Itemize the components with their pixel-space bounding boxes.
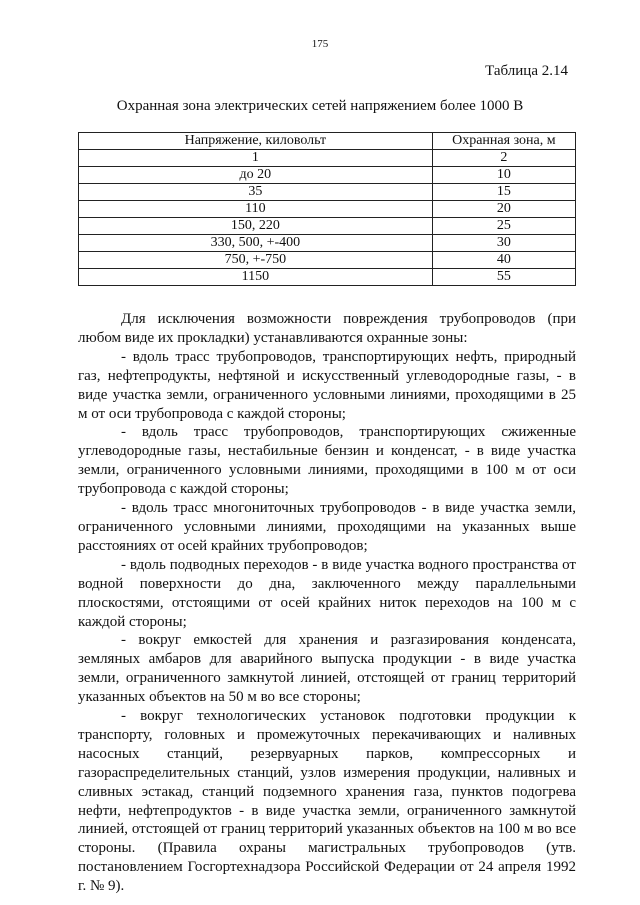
- table-label: Таблица 2.14: [485, 63, 568, 79]
- cell-voltage: 1150: [79, 269, 433, 286]
- table-row: [79, 167, 576, 184]
- paragraph-liquefied-gas-pipelines: - вдоль трасс трубопроводов, транспортирующих сжиженные углеводородные газы, нестабильные бензин и конденсат, - в виде участка земли, ограниченного условными линиями, проходящими в 100 м от оси трубопровода с каждой стороны;: [78, 424, 576, 498]
- cell-voltage: 110: [79, 201, 433, 218]
- cell-zone: 55: [432, 269, 575, 286]
- table-header-row: [79, 133, 576, 150]
- table-row: [79, 235, 576, 252]
- protection-zone-table: [78, 132, 576, 286]
- table-row: [79, 269, 576, 286]
- body-text: [78, 310, 576, 896]
- table-row: [79, 184, 576, 201]
- cell-zone: 40: [432, 252, 575, 269]
- cell-zone: 2: [432, 150, 575, 167]
- page-number: 175: [311, 38, 329, 50]
- paragraph-technological-installations: - вокруг технологических установок подготовки продукции к транспорту, головных и промежуточных перекачивающих и наливных насосных станций, резервуарных парков, компрессорных и газораспределительных станций, узлов измерения продукции, наливных и сливных эстакад, станций подземного хранения газа, пунктов подогрева нефти, нефтепродуктов - в виде участка земли, ограниченного замкнутой линией, отстоящей от границ территорий указанных объектов на 100 м во все стороны. (Правила охраны магистральных трубопроводов (утв. постановлением Госгортехнадзора Российской Федерации от 24 апреля 1992 г. № 9).: [78, 708, 576, 895]
- table-row: [79, 218, 576, 235]
- cell-voltage: 750, +-750: [79, 252, 433, 269]
- paragraph-oil-gas-pipelines: - вдоль трасс трубопроводов, транспортирующих нефть, природный газ, нефтепродукты, нефтяной и искусственный углеводородные газы, - в виде участка земли, ограниченного условными линиями, проходящими в 25 м от оси трубопровода с каждой стороны;: [78, 348, 576, 422]
- paragraph-underwater-crossings: - вдоль подводных переходов - в виде участка водного пространства от водной поверхности до дна, заключенного между параллельными плоскостями, отстоящими от осей крайних ниток переходов на 100 м с каждой стороны;: [78, 556, 576, 630]
- cell-zone: 20: [432, 201, 575, 218]
- cell-voltage: 1: [79, 150, 433, 167]
- header-voltage: Напряжение, киловольт: [79, 133, 433, 150]
- cell-zone: 25: [432, 218, 575, 235]
- table-row: [79, 252, 576, 269]
- cell-zone: 15: [432, 184, 575, 201]
- cell-voltage: 330, 500, +-400: [79, 235, 433, 252]
- paragraph-multiline-pipelines: - вдоль трасс многониточных трубопроводов - в виде участка земли, ограниченного условными линиями, проходящими на указанных выше расстояниях от осей крайних трубопроводов;: [78, 500, 576, 554]
- paragraph-condensate-tanks: - вокруг емкостей для хранения и разгазирования конденсата, земляных амбаров для аварийного выпуска продукции - в виде участка земли, ограниченного замкнутой линией, отстоящей от границ территорий указанных объектов на 50 м во все стороны;: [78, 632, 576, 706]
- cell-voltage: 150, 220: [79, 218, 433, 235]
- cell-zone: 10: [432, 167, 575, 184]
- cell-voltage: 35: [79, 184, 433, 201]
- cell-zone: 30: [432, 235, 575, 252]
- header-zone: Охранная зона, м: [432, 133, 575, 150]
- cell-voltage: до 20: [79, 167, 433, 184]
- table-row: [79, 201, 576, 218]
- paragraph-intro: Для исключения возможности повреждения трубопроводов (при любом виде их прокладки) устанавливаются охранные зоны:: [78, 311, 576, 346]
- table-row: [79, 150, 576, 167]
- table-title: Охранная зона электрических сетей напряжением более 1000 В: [116, 98, 524, 114]
